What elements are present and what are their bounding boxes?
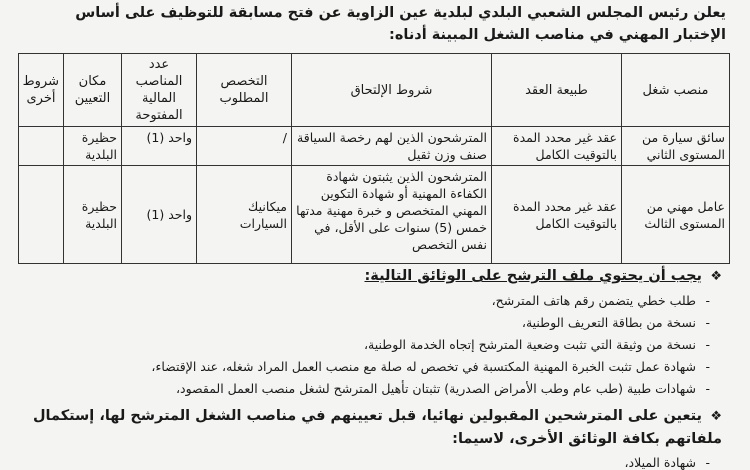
header-other: شروط أخرى (19, 54, 64, 127)
jobs-table (18, 53, 730, 264)
intro-paragraph: يعلن رئيس المجلس الشعبي البلدي لبلدية عين الزاوية عن فتح مسابقة للتوظيف على أساس الإختبار المهني في مناصب الشغل المبينة أدناه: (75, 5, 726, 43)
header-contract: طبيعة العقد (492, 54, 622, 127)
cell-contract: عقد غير محدد المدة بالتوقيت الكامل (492, 127, 622, 166)
list-item: - شهادة عمل تثبت الخبرة المهنية المكتسبة في تخصص له صلة مع منصب العمل المراد شغله، عند الإقتضاء، (40, 356, 710, 378)
list-item: - طلب خطي يتضمن رقم هاتف المترشح، (40, 290, 710, 312)
cell-contract: عقد غير محدد المدة بالتوقيت الكامل (492, 166, 622, 264)
header-conditions: شروط الإلتحاق (292, 54, 492, 127)
cell-position: عامل مهني من المستوى الثالث (622, 166, 730, 264)
cell-place: حظيرة البلدية (64, 166, 122, 264)
cell-conditions: المترشحون الذين لهم رخصة السياقة صنف وزن ثقيل (292, 127, 492, 166)
cell-conditions: المترشحون الذين يثبتون شهادة الكفاءة المهنية أو شهادة التكوين المهني المتخصص و خبرة مهنية مدتها خمس (5) سنوات على الأقل، في نفس التخصص (292, 166, 492, 264)
cell-position: سائق سيارة من المستوى الثاني (622, 127, 730, 166)
table-header-row (19, 54, 730, 127)
list-item: - شهادة الميلاد، (40, 452, 710, 470)
cell-other (19, 127, 64, 166)
section-additional-documents (30, 405, 722, 450)
list-item: - شهادات طبية (طب عام وطب الأمراض الصدرية) تثبتان تأهيل المترشح لشغل منصب العمل المقصود، (40, 378, 710, 400)
list-item: - نسخة من بطاقة التعريف الوطنية، (40, 312, 710, 334)
diamond-bullet-icon: ❖ (710, 269, 722, 284)
section-title: يجب أن يحتوي ملف الترشح على الوثائق التالية: (364, 268, 702, 284)
cell-count: واحد (1) (122, 127, 197, 166)
cell-count: واحد (1) (122, 166, 197, 264)
additional-documents-list (40, 452, 710, 470)
cell-specialty: / (197, 127, 292, 166)
table-row (19, 166, 730, 264)
cell-place: حظيرة البلدية (64, 127, 122, 166)
list-item: - نسخة من وثيقة التي تثبت وضعية المترشح إتجاه الخدمة الوطنية، (40, 334, 710, 356)
diamond-bullet-icon: ❖ (710, 409, 722, 424)
header-place: مكان التعيين (64, 54, 122, 127)
header-specialty: التخصص المطلوب (197, 54, 292, 127)
table-row (19, 127, 730, 166)
required-documents-list (40, 290, 710, 400)
cell-other (19, 166, 64, 264)
header-position: منصب شغل (622, 54, 730, 127)
header-count: عدد المناصب المالية المفتوحة (122, 54, 197, 127)
cell-specialty: ميكانيك السيارات (197, 166, 292, 264)
section-title: يتعين على المترشحين المقبولين نهائيا، قبل تعيينهم في مناصب الشغل المترشح لها، إستكمال ملفاتهم بكافة الوثائق الأخرى، لاسيما: (32, 408, 722, 447)
section-required-documents (30, 265, 722, 288)
